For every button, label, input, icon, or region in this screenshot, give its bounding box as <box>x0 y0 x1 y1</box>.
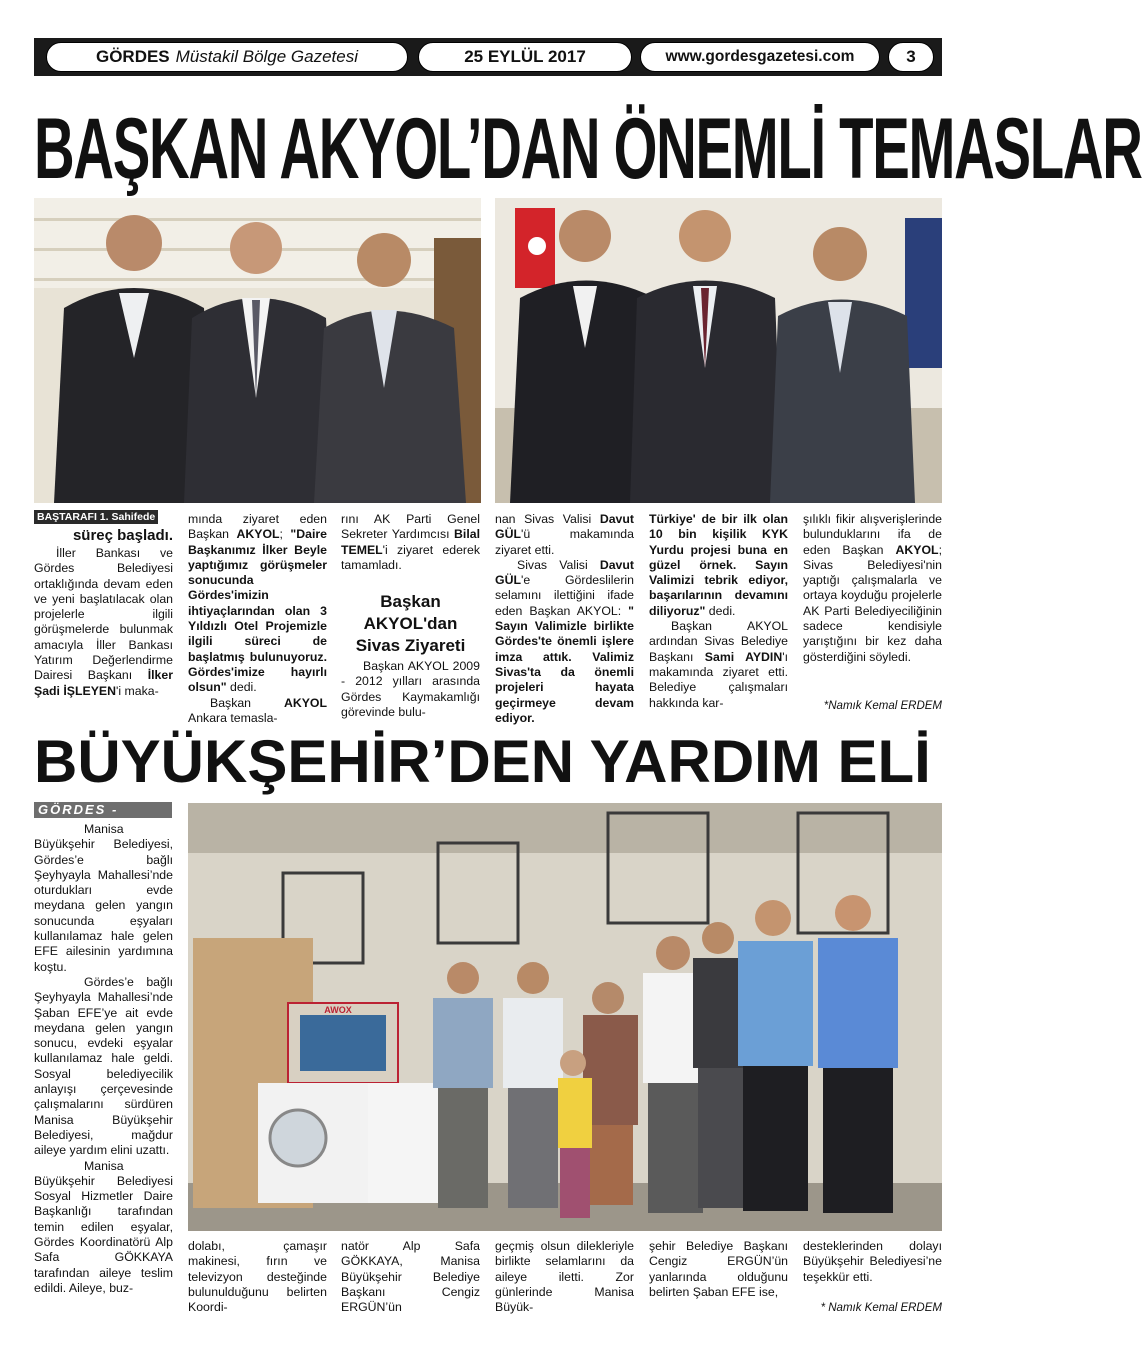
article2-col3: natör Alp Safa GÖKKAYA, Manisa Büyükşehir Belediye Başkanı Cengiz ERGÜN’ün <box>341 1239 480 1315</box>
article2-col6: desteklerinden dolayı Büyükşehir Belediyesi’ne teşekkür etti. <box>803 1239 942 1284</box>
article1-col1: süreç başladı. İller Bankası ve Gördes Belediyesi ortaklığında devam eden ve yeni başlatılacak olan projelerle ilgili görüşmelerde bulunmak amacıyla İller Bankası Yatırım Değerlendirme Dairesi Başkanı İlker Şadi İŞLEYEN'i maka- <box>34 527 173 698</box>
headline-second: BÜYÜKŞEHİR’DEN YARDIM ELİ <box>34 728 931 795</box>
page-number: 3 <box>888 42 934 72</box>
issue-date: 25 EYLÜL 2017 <box>418 42 632 72</box>
headline-main: BAŞKAN AKYOL’DAN ÖNEMLİ TEMASLAR <box>34 101 1142 197</box>
subheading-sivas: Başkan AKYOL'dan Sivas Ziyareti <box>355 592 466 656</box>
article1-col3: rını AK Parti Genel Sekreter Yardımcısı Bilal TEMEL'i ziyaret ederek tamamladı. Başkan AKYOL'dan Sivas Ziyareti Başkan AKYOL 2009 - 2012 yılları arasında Gördes Kaymakamlığı görevinde bulu- <box>341 512 480 720</box>
photo-aid-delivery <box>188 803 942 1231</box>
photo-ankara-meeting <box>34 198 481 503</box>
continued-tag: BAŞTARAFI 1. Sahifede <box>34 510 158 524</box>
article1-col2: mında ziyaret eden Başkan AKYOL; "Daire Başkanımız İlker Beyle yaptığımız görüşmeler sonucunda Gördes'imizin ihtiyaçlarından olan 3 Yıldızlı Otel Projemizle ilgili süreci de başlatmış bulunuyoruz. Gördes'imize hayırlı olsun" dedi. Başkan AKYOL Ankara temasla- <box>188 512 327 725</box>
article1-col5: Türkiye' de bir ilk olan 10 bin kişilik KYK Yurdu projesi buna en güzel örnek. Sayın Valimizi tebrik ediyor, başarılarının devamını diliyoruz" dedi. Başkan AKYOL ardından Sivas Belediye Başkanı Sami AYDIN'ı makamında ziyaret etti. Belediye çalışmaları hakkında kar- <box>649 512 788 710</box>
website-url[interactable]: www.gordesgazetesi.com <box>640 42 880 72</box>
article2-col1: Manisa Büyükşehir Belediyesi, Gördes’e bağlı Şeyhyayla Mahallesi’nde oturdukları evde meydana gelen yangın sonucunda eşyaları kullanılamaz hale gelen EFE ailesinin yardımına koştu. Gördes’e bağlı Şeyhyayla Mahallesi’nde Şaban EFE’ye ait evde meydana gelen yangın sonucu, evdeki eşyalar kullanılamaz hale geldi. Sosyal belediyecilik anlayışı çerçevesinde çalışmalarını sürdüren Manisa Büyükşehir Belediyesi, mağdur aileye yardım elini uzattı. Manisa Büyükşehir Belediyesi Sosyal Hizmetler Daire Başkanlığı tarafından temin edilen eşyalar, Gördes Koordinatörü Alp Safa GÖKKAYA tarafından aileye teslim edildi. Aileye, buz- <box>34 822 173 1295</box>
tv-brand: AWOX <box>324 1005 352 1015</box>
article2-col5: şehir Belediye Başkanı Cengiz ERGÜN’ün yanlarında olduğunu belirten Şaban EFE ise, <box>649 1239 788 1299</box>
byline-article1: *Namık Kemal ERDEM <box>823 700 942 712</box>
byline-article2: * Namık Kemal ERDEM <box>820 1302 942 1314</box>
article2-col2: dolabı, çamaşır makinesi, fırın ve televizyon desteğinde bulunulduğunu belirten Koordi- <box>188 1239 327 1315</box>
article1-col4: nan Sivas Valisi Davut GÜL'ü makamında ziyaret etti. Sivas Valisi Davut GÜL'e Gördeslilerin selamını ilettiğini ifade eden Başkan AKYOL: " Sayın Valimizle birlikte Gördes'te önemli işlere imza attık. Valimiz Sivas'ta da önemli projeleri hayata geçirmeye devam ediyor. <box>495 512 634 725</box>
photo-sivas-visit <box>495 198 942 503</box>
article1-col6: şılıklı fikir alışverişlerinde bulunduklarını ifa de eden Başkan AKYOL; Sivas Belediyesi'nin yaptığı çalışmalarla ve ortaya koyduğu projelerle AK Parti Belediyeciliğinin sadece kendisiyle yarıştığını bir kez daha gösterdiğini söyledi. <box>803 512 942 664</box>
paper-title: GÖRDES Müstakil Bölge Gazetesi <box>46 42 408 72</box>
subhead-start: süreç başladı. <box>72 527 173 544</box>
location-tag: GÖRDES - <box>34 802 172 818</box>
article2-col4: geçmiş olsun dilekleriyle birlikte selamlarını da aileye iletti. Zor günlerinde Manisa Büyük- <box>495 1239 634 1315</box>
